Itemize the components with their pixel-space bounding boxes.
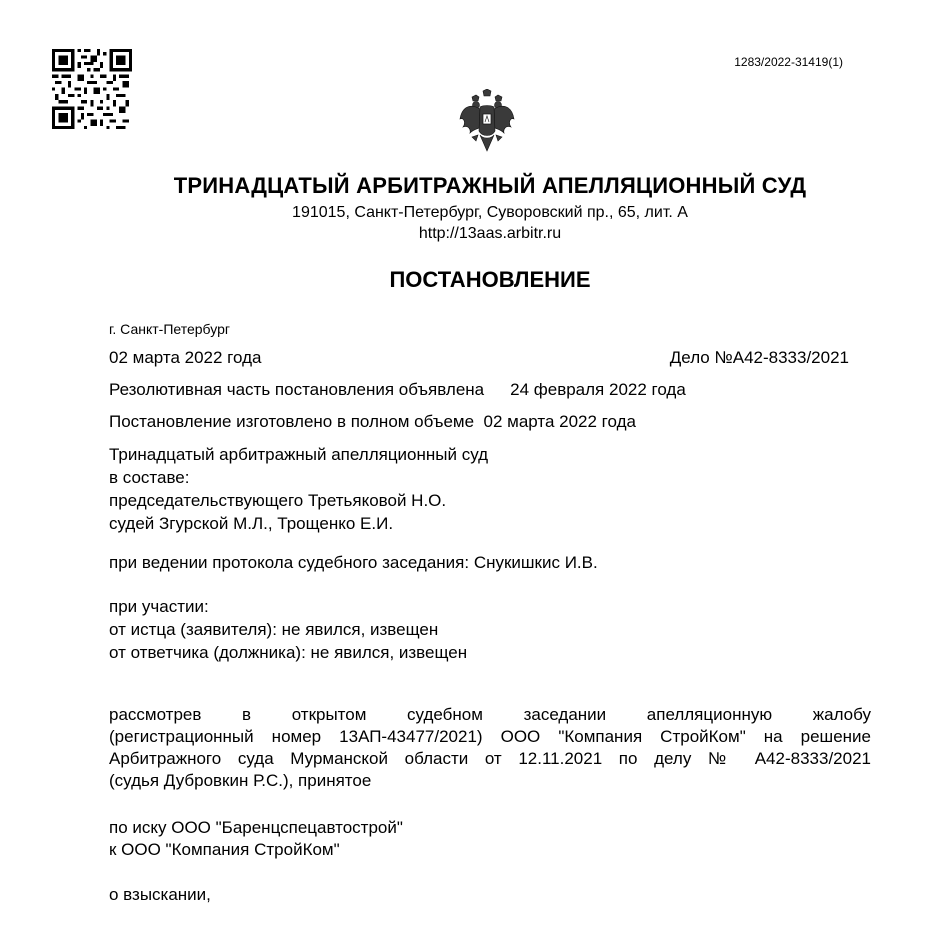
resolution-label: Резолютивная часть постановления объявлена [109, 380, 485, 399]
full-text-made [109, 411, 636, 433]
claim-defendant: к ООО "Компания СтройКом" [109, 840, 340, 859]
participation-defendant: от ответчика (должника): не явился, извещен [109, 643, 468, 662]
document-type-title: ПОСТАНОВЛЕНИЕ [389, 267, 591, 292]
claim-parties [109, 817, 403, 861]
court-composition [109, 443, 488, 535]
paragraph-line: рассмотрев в открытом судебном заседании апелляционную жалобу [109, 705, 871, 724]
court-address: 191015, Санкт-Петербург, Суворовский пр., 65, лит. А [292, 204, 688, 221]
court-url[interactable]: http://13aas.arbitr.ru [418, 225, 562, 242]
paragraph-line: (регистрационный номер 13АП-43477/2021) ООО "Компания СтройКом" на решение [109, 727, 871, 746]
claim-plaintiff: по иску ООО "Баренцспецавтострой" [109, 818, 403, 837]
participation-header: при участии: [109, 597, 209, 616]
composition-line: Тринадцатый арбитражный апелляционный суд [109, 445, 489, 464]
claim-subject: о взыскании, [109, 885, 211, 904]
case-number: Дело №А42-8333/2021 [669, 348, 849, 367]
composition-presiding: председательствующего Третьяковой Н.О. [109, 491, 447, 510]
participation-plaintiff: от истца (заявителя): не явился, извещен [109, 620, 439, 639]
paragraph-line: Арбитражного суда Мурманской области от 12.11.2021 по делу № А42-8333/2021 [109, 749, 871, 768]
protocol-secretary: при ведении протокола судебного заседания: Снукишкис И.В. [109, 553, 598, 572]
participation [109, 595, 467, 664]
decision-date: 02 марта 2022 года [109, 348, 262, 367]
document-number: 1283/2022-31419(1) [734, 55, 843, 69]
city: г. Санкт-Петербург [109, 321, 230, 337]
composition-line: в составе: [109, 468, 190, 487]
date-row [109, 347, 849, 369]
resolution-date: 24 февраля 2022 года [510, 380, 686, 399]
full-text-label: Постановление изготовлено в полном объеме [109, 412, 475, 431]
qr-code-icon [52, 49, 132, 129]
coat-of-arms-icon [458, 89, 516, 155]
resolution-announced [109, 379, 686, 401]
composition-judges: судей Згурской М.Л., Трощенко Е.И. [109, 514, 394, 533]
court-name: ТРИНАДЦАТЫЙ АРБИТРАЖНЫЙ АПЕЛЛЯЦИОННЫЙ СУД [173, 173, 807, 198]
considering-paragraph [109, 704, 871, 792]
full-text-date: 02 марта 2022 года [483, 412, 636, 431]
paragraph-line: (судья Дубровкин Р.С.), принятое [109, 771, 372, 790]
